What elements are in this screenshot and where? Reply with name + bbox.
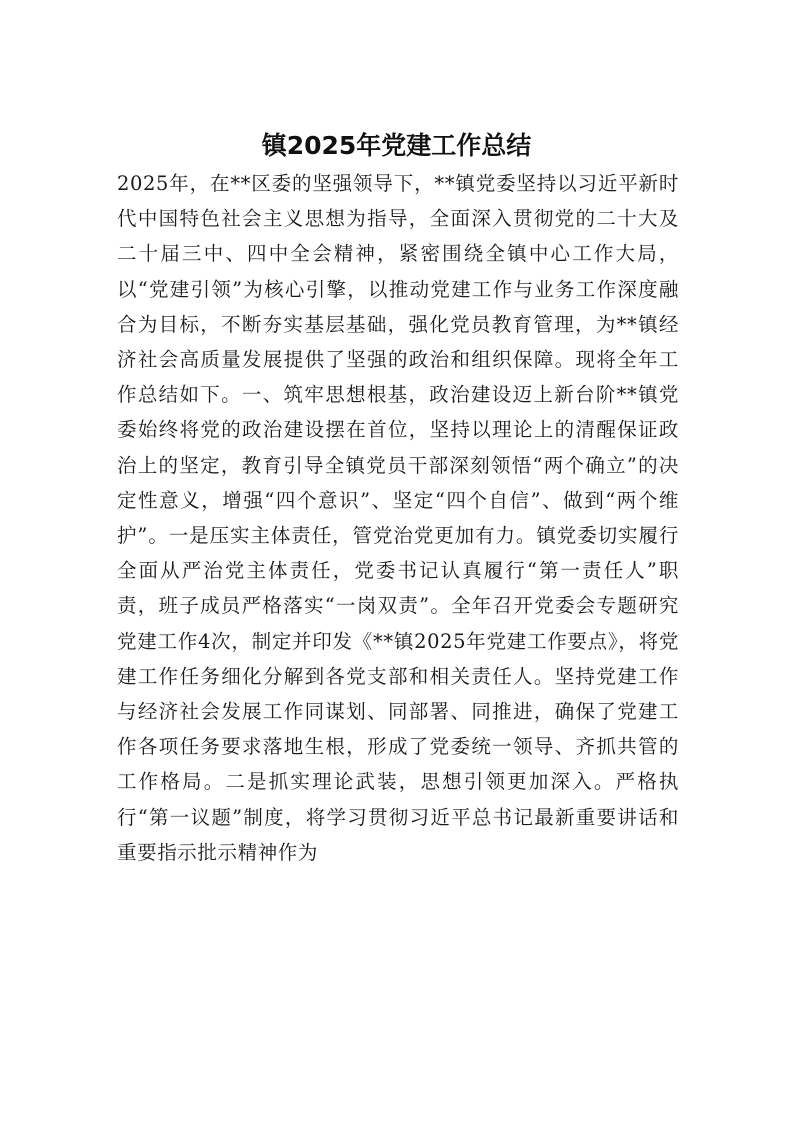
document-body-paragraph: 2025年，在**区委的坚强领导下，**镇党委坚持以习近平新时代中国特色社会主义思想为指导，全面深入贯彻党的二十大及二十届三中、四中全会精神，紧密围绕全镇中心工作大局，以“党建引领”为核心引擎，以推动党建工作与业务工作深度融合为目标，不断夯实基层基础，强化党员教育管理，为**镇经济社会高质量发展提供了坚强的政治和组织保障。现将全年工作总结如下。一、筑牢思想根基，政治建设迈上新台阶**镇党委始终将党的政治建设摆在首位，坚持以理论上的清醒保证政治上的坚定，教育引导全镇党员干部深刻领悟“两个确立”的决定性意义，增强“四个意识”、坚定“四个自信”、做到“两个维护”。一是压实主体责任，管党治党更加有力。镇党委切实履行全面从严治党主体责任，党委书记认真履行“第一责任人”职责，班子成员严格落实“一岗双责”。全年召开党委会专题研究党建工作4次，制定并印发《**镇2025年党建工作要点》，将党建工作任务细化分解到各党支部和相关责任人。坚持党建工作与经济社会发展工作同谋划、同部署、同推进，确保了党建工作各项任务要求落地生根，形成了党委统一领导、齐抓共管的工作格局。二是抓实理论武装，思想引领更加深入。严格执行“第一议题”制度，将学习贯彻习近平总书记最新重要讲话和重要指示批示精神作为	[117, 172, 679, 864]
document-title: 镇2025年党建工作总结	[261, 131, 532, 160]
